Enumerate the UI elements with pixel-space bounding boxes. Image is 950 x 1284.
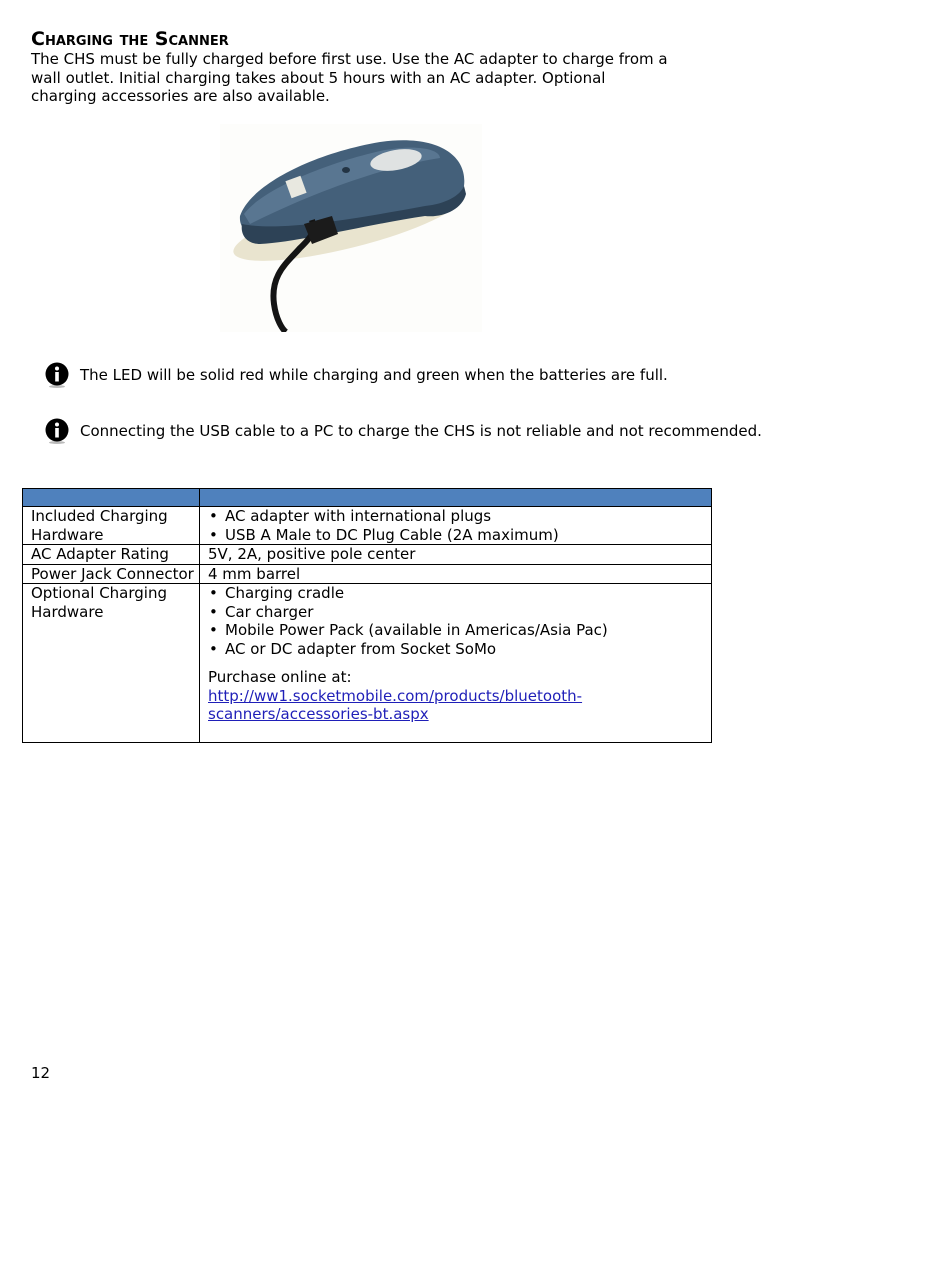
section-title: Charging the Scanner bbox=[31, 28, 229, 50]
purchase-line bbox=[208, 668, 707, 724]
row-value bbox=[200, 584, 712, 743]
scanner-photo bbox=[220, 124, 482, 332]
row-label: Optional Charging Hardware bbox=[23, 584, 200, 743]
table-row bbox=[23, 584, 712, 743]
list-item: • Charging cradle bbox=[208, 584, 707, 603]
list-item: • Mobile Power Pack (available in Americas/Asia Pac) bbox=[208, 621, 707, 640]
row-value: 5V, 2A, positive pole center bbox=[200, 545, 712, 565]
row-value: 4 mm barrel bbox=[200, 564, 712, 584]
list-item: • USB A Male to DC Plug Cable (2A maximum) bbox=[208, 526, 707, 545]
purchase-prefix: Purchase online at: bbox=[208, 668, 352, 686]
bullet-list bbox=[208, 507, 707, 544]
note-text: Connecting the USB cable to a PC to charge the CHS is not reliable and not recommended. bbox=[80, 422, 762, 440]
intro-paragraph: The CHS must be fully charged before first use. Use the AC adapter to charge from a wall outlet. Initial charging takes about 5 hours with an AC adapter. Optional charging accessories are also available. bbox=[31, 50, 668, 105]
list-item: • AC adapter with international plugs bbox=[208, 507, 707, 526]
info-icon bbox=[44, 418, 70, 444]
row-label: AC Adapter Rating bbox=[23, 545, 200, 565]
bullet-list bbox=[208, 584, 707, 658]
purchase-link[interactable]: http://ww1.socketmobile.com/products/bluetooth-scanners/accessories-bt.aspx bbox=[208, 686, 583, 723]
page-number: 12 bbox=[31, 1064, 51, 1082]
table-header-row bbox=[23, 489, 712, 507]
note-led bbox=[44, 360, 668, 390]
row-label: Power Jack Connector bbox=[23, 564, 200, 584]
note-usb bbox=[44, 416, 762, 446]
list-item: • AC or DC adapter from Socket SoMo bbox=[208, 640, 707, 659]
info-icon bbox=[44, 362, 70, 388]
note-text: The LED will be solid red while charging and green when the batteries are full. bbox=[80, 366, 668, 384]
table-header-cell bbox=[23, 489, 200, 507]
table-row bbox=[23, 564, 712, 584]
table-header-cell bbox=[200, 489, 712, 507]
list-item: • Car charger bbox=[208, 603, 707, 622]
table-row bbox=[23, 507, 712, 545]
row-value bbox=[200, 507, 712, 545]
charging-spec-table bbox=[22, 488, 712, 743]
row-label: Included Charging Hardware bbox=[23, 507, 200, 545]
table-row bbox=[23, 545, 712, 565]
